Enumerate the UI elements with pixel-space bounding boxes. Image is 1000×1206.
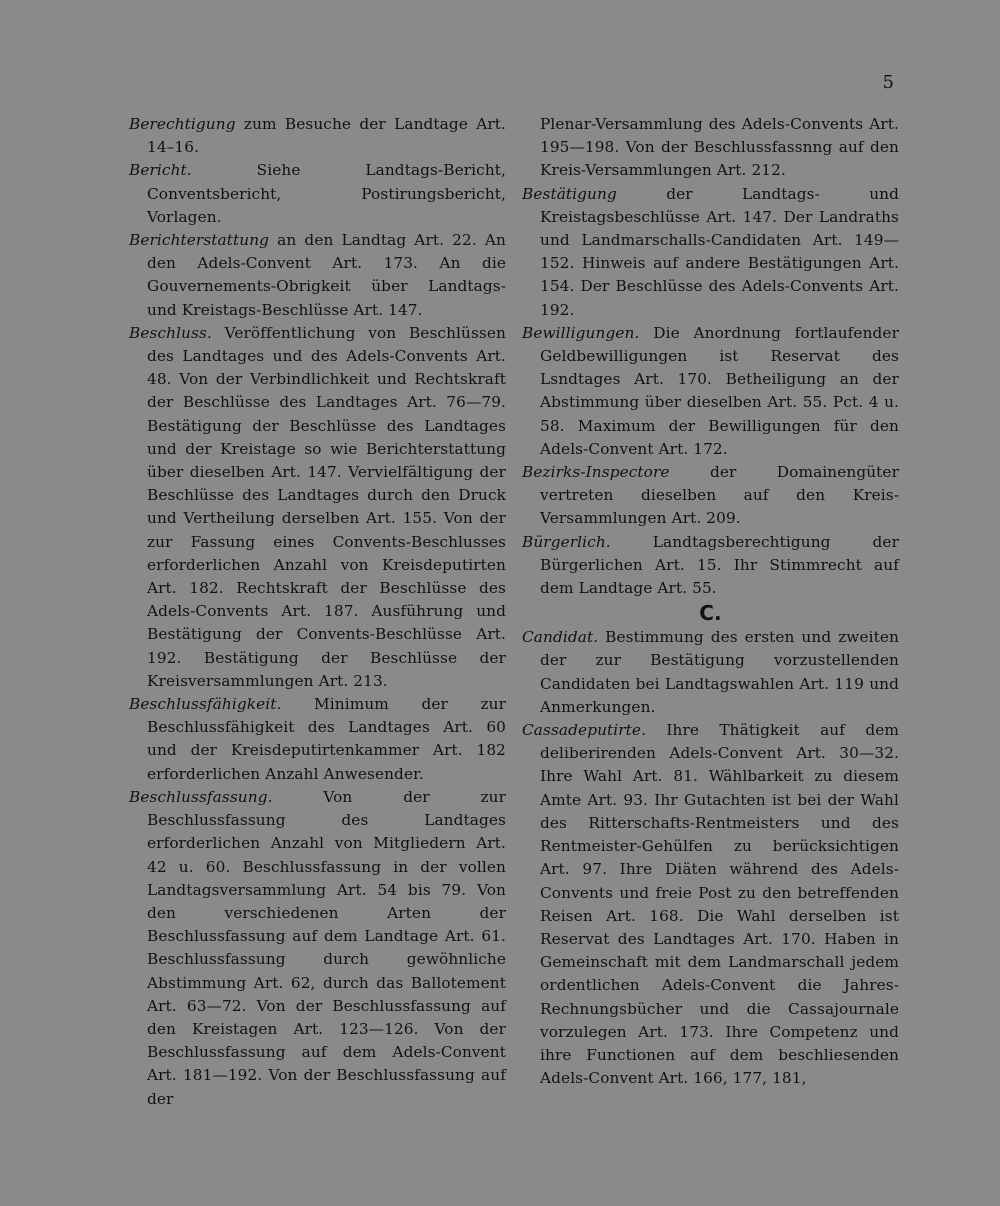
index-entry (129, 322, 506, 693)
entry-term: Candidat. (522, 628, 599, 647)
index-entry (522, 531, 899, 601)
entry-text: Veröffentlichung von Beschlüssen des Landtages und des Adels-Convents Art. 48. Von der Verbindlichkeit und Rechtskraft der Beschlüsse des Landtages Art. 76—79. Bestätigung der Beschlüsse des Landtages und der Kreistage so wie Berichterstattung über dieselben Art. 147. Vervielfältigung der Beschlüsse des Landtages durch den Druck und Vertheilung derselben Art. 155. Von der zur Fassung eines Convents-Beschlusses erforderlichen Anzahl von Kreisdeputirten Art. 182. Rechtskraft der Beschlüsse des Adels-Convents Art. 187. Ausführung und Bestätigung der Convents-Beschlüsse Art. 192. Bestätigung der Beschlüsse der Kreisversammlungen Art. 213. (147, 323, 506, 690)
entry-term: Bürgerlich. (522, 532, 611, 551)
entry-term: Cassadeputirte. (522, 721, 647, 740)
entry-term: Beschlussfähigkeit. (129, 695, 282, 714)
entry-term: Bestätigung (522, 184, 617, 203)
entry-term: Beschlussfassung. (129, 787, 273, 806)
entry-text: Landtagsberechtigung der Bürgerlichen Art. 15. Ihr Stimmrecht auf dem Landtage Art. 55. (540, 532, 899, 598)
index-entry (129, 113, 506, 159)
entry-term: Bewilligungen. (522, 323, 640, 342)
index-entry (522, 719, 899, 1090)
entry-text: Ihre Thätigkeit auf dem deliberirenden Adels-Convent Art. 30—32. Ihre Wahl Art. 81. Wählbarkeit zu diesem Amte Art. 93. Ihr Gutachten ist bei der Wahl des Ritterschafts-Rentmeisters und des Rentmeister-Gehülfen zu berücksichtigen Art. 97. Ihre Diäten während des Adels-Convents und freie Post zu den betreffenden Reisen Art. 168. Die Wahl derselben ist Reservat des Landtages Art. 170. Haben in Gemeinschaft mit dem Landmarschall jedem ordentlichen Adels-Convent die Jahres-Rechnungsbücher und die Cassajournale vorzulegen Art. 173. Ihre Competenz und ihre Functionen auf dem beschliesenden Adels-Convent Art. 166, 177, 181, (540, 721, 900, 1088)
entry-text: Bestimmung des ersten und zweiten der zur Bestätigung vorzustellenden Candidaten bei Landtagswahlen Art. 119 und Anmerkungen. (540, 628, 899, 716)
entry-text: an den Landtag Art. 22. An den Adels-Convent Art. 173. An die Gouvernements-Obrigkeit über Landtags- und Kreistags-Beschlüsse Art. 147. (147, 231, 507, 319)
index-entry (522, 322, 899, 461)
entry-text: Siehe Landtags-Bericht, Conventsbericht, Postirungsbericht, Vorlagen. (147, 161, 506, 226)
page-number: 5 (882, 72, 894, 93)
entry-term: Berechtigung (129, 115, 236, 133)
entry-text: zum Besuche der Landtage Art. 14–16. (147, 115, 506, 157)
continuation-text: Plenar-Versammlung des Adels-Convents Art. 195—198. Von der Beschlussfassnng auf den Kreis-Versammlungen Art. 212. (540, 115, 899, 180)
index-entry (129, 159, 506, 229)
index-entry (129, 786, 506, 1111)
left-column (129, 113, 506, 1111)
entry-text: der Landtags- und Kreistagsbeschlüsse Art. 147. Der Landraths und Landmarschalls-Candidaten Art. 149—152. Hinweis auf andere Bestätigungen Art. 154. Der Beschlüsse des Adels-Convents Art. 192. (540, 184, 900, 319)
entry-text: Minimum der zur Beschlussfähigkeit des Landtages Art. 60 und der Kreisdeputirtenkammer Art. 182 erforderlichen Anzahl Anwesender. (147, 695, 506, 783)
index-entry (129, 229, 506, 322)
index-entry (129, 693, 506, 786)
entry-text: Die Anordnung fortlaufender Geldbewilligungen ist Reservat des Lsndtages Art. 170. Betheiligung an der Abstimmung über dieselben Art. 55. Pct. 4 u. 58. Maximum der Bewilligungen für den Adels-Convent Art. 172. (540, 323, 899, 458)
index-entry (522, 626, 899, 719)
entry-term: Berichterstattung (129, 231, 270, 250)
entry-text: Von der zur Beschlussfassung des Landtages erforderlichen Anzahl von Mitgliedern Art. 42 u. 60. Beschlussfassung in der vollen Landtagsversammlung Art. 54 bis 79. Von den verschiedenen Arten der Beschlussfassung auf dem Landtage Art. 61. Beschlussfassung durch gewöhnliche Abstimmung Art. 62, durch das Ballotement Art. 63—72. Von der Beschlussfassung auf den Kreistagen Art. 123—126. Von der Beschlussfassung auf dem Adels-Convent Art. 181—192. Von der Beschlussfassung auf der (147, 787, 506, 1108)
entry-term: Bericht. (129, 161, 192, 180)
right-column (522, 113, 899, 1090)
entry-text: der Domainengüter vertreten dieselben auf den Kreis-Versammlungen Art. 209. (540, 463, 899, 528)
section-heading: C. (699, 601, 722, 626)
entry-term: Bezirks-Inspectore (522, 463, 670, 482)
index-entry (522, 183, 899, 322)
index-entry (522, 461, 899, 531)
entry-term: Beschluss. (129, 323, 212, 342)
